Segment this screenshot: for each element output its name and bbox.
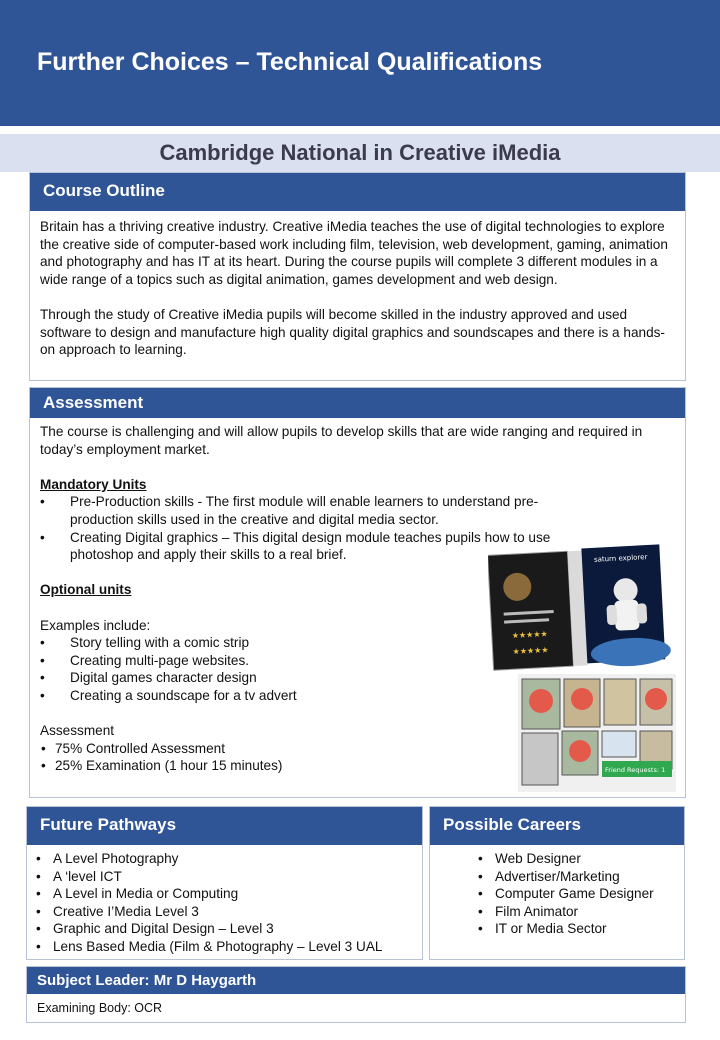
svg-text:★★★★★: ★★★★★ (512, 645, 549, 657)
list-item: • Digital games character design (40, 669, 675, 687)
list-item: • Web Designer (477, 850, 684, 868)
page-title: Further Choices – Technical Qualifications (37, 48, 543, 76)
course-outline-heading: Course Outline (30, 173, 685, 211)
optional-units-heading: Optional units (40, 582, 132, 598)
assessment-heading: Assessment (30, 388, 685, 418)
list-item: • Creative I’Media Level 3 (35, 903, 422, 921)
course-outline-body (30, 211, 685, 359)
subject-leader-heading: Subject Leader: Mr D Haygarth (27, 967, 685, 994)
list-item: • Graphic and Digital Design – Level 3 (35, 920, 422, 938)
book-cover-image (488, 544, 672, 673)
course-title: Cambridge National in Creative iMedia (159, 140, 561, 165)
list-item: • Pre-Production skills - The first module will enable learners to understand pre-production skills used in the creative and digital media sector. (40, 493, 585, 528)
subtitle-bar (0, 134, 720, 172)
list-item: • Computer Game Designer (477, 885, 684, 903)
future-pathways-list (35, 850, 422, 956)
possible-careers-heading: Possible Careers (430, 807, 684, 845)
list-item: • 75% Controlled Assessment (40, 740, 675, 758)
list-item: • A ‘level ICT (35, 868, 422, 886)
list-item: • Lens Based Media (Film & Photography – Level 3 UAL (35, 938, 422, 956)
comic-strip-image (518, 674, 676, 792)
list-item: • IT or Media Sector (477, 920, 684, 938)
list-item: • Film Animator (477, 903, 684, 921)
subject-leader-box (26, 966, 686, 1023)
assessment-label: Assessment (40, 723, 115, 739)
assessment-intro: The course is challenging and will allow pupils to develop skills that are wide ranging and required in today’s employment market. (40, 424, 643, 457)
list-item: • Creating a soundscape for a tv advert (40, 687, 675, 705)
cover-title: saturn explorer (593, 553, 648, 564)
future-pathways-box (26, 806, 423, 960)
mandatory-units-heading: Mandatory Units (40, 476, 147, 492)
outline-paragraph-2: Through the study of Creative iMedia pupils will become skilled in the industry approved and used software to design and manufacture high quality digital graphics and soundscapes and there is a hands-on approach to learning. (40, 306, 665, 358)
outline-paragraph-1: Britain has a thriving creative industry. Creative iMedia teaches the use of digital technologies to explore the creative side of computer-based work including film, television, web development, gaming, animation and photography and has IT at its heart. During the course pupils will complete 3 different modules in a wide range of a topics such as digital animation, games development and web design. (40, 219, 668, 287)
list-item: • A Level Photography (35, 850, 422, 868)
examining-body-text: Examining Body: OCR (37, 1001, 163, 1015)
possible-careers-list (477, 850, 684, 938)
list-item: • A Level in Media or Computing (35, 885, 422, 903)
assessment-box (29, 387, 686, 798)
comic-caption: Friend Requests: 1 (605, 766, 666, 774)
svg-text:★★★★★: ★★★★★ (511, 629, 548, 641)
header-banner (0, 0, 720, 126)
course-outline-box (29, 172, 686, 381)
possible-careers-box (429, 806, 685, 960)
examples-label: Examples include: (40, 617, 151, 633)
list-item: • Creating multi-page websites. (40, 652, 675, 670)
list-item: • Advertiser/Marketing (477, 868, 684, 886)
future-pathways-heading: Future Pathways (27, 807, 422, 845)
example-work-images (488, 539, 678, 794)
list-item: • Story telling with a comic strip (40, 634, 675, 652)
list-item: • 25% Examination (1 hour 15 minutes) (40, 757, 675, 775)
list-item: • Creating Digital graphics – This digital design module teaches pupils how to use photoshop and apply their skills to a real brief. (40, 529, 585, 564)
